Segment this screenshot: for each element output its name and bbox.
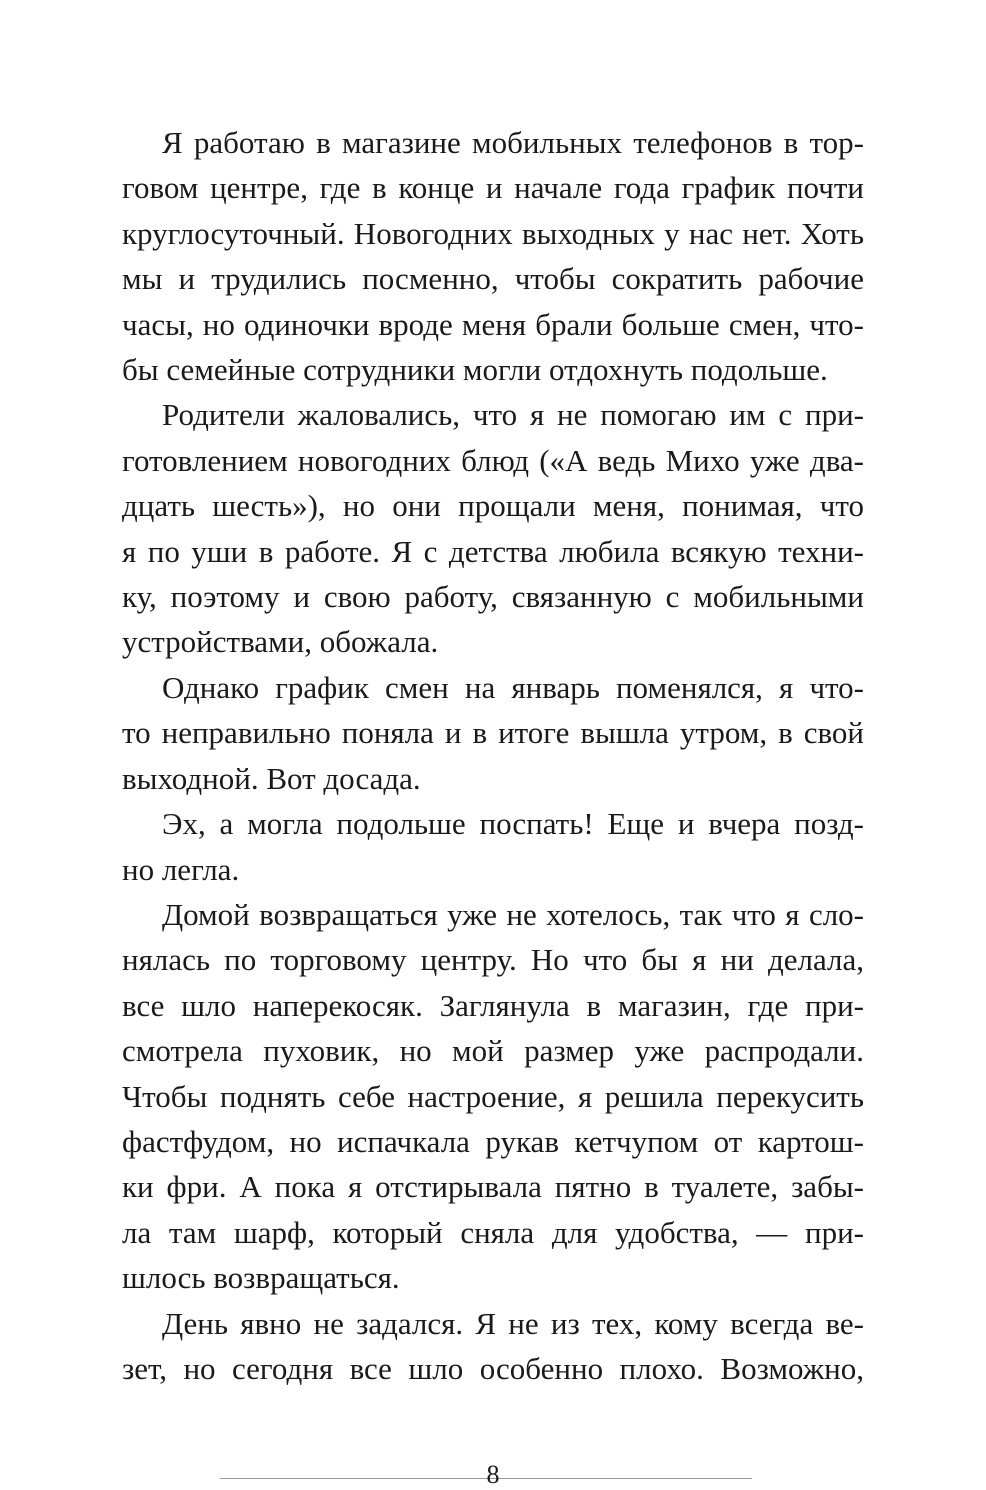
text-line: Родители жаловались, что я не помогаю им с при- xyxy=(162,397,864,433)
paragraph xyxy=(122,392,864,664)
paragraph xyxy=(122,120,864,392)
text-line: мы и трудились посменно, чтобы сократить рабочие xyxy=(122,261,864,297)
text-line: бы семейные сотрудники могли отдохнуть подольше. xyxy=(122,352,828,388)
text-line: круглосуточный. Новогодних выходных у нас нет. Хоть xyxy=(122,215,864,251)
text-line: Домой возвращаться уже не хотелось, так что я сло- xyxy=(162,896,864,932)
text-line: то неправильно поняла и в итоге вышла утром, в свой xyxy=(122,715,864,751)
text-line: Эх, а могла подольше поспать! Еще и вчера позд- xyxy=(162,806,864,842)
text-line: ки фри. А пока я отстирывала пятно в туалете, забы- xyxy=(122,1169,864,1205)
text-line: дцать шесть»), но они прощали меня, понимая, что xyxy=(122,488,864,524)
text-line: фастфудом, но испачкала рукав кетчупом от картош- xyxy=(122,1123,864,1159)
text-line: все шло наперекосяк. Заглянула в магазин, где при- xyxy=(122,987,864,1023)
body-text xyxy=(122,120,864,1391)
text-line: ла там шарф, который сняла для удобства, — при- xyxy=(122,1214,864,1250)
text-line: Чтобы поднять себе настроение, я решила перекусить xyxy=(122,1078,864,1114)
page-number: 8 xyxy=(486,1460,500,1489)
text-line: выходной. Вот досада. xyxy=(122,760,421,796)
text-line: нялась по торговому центру. Но что бы я ни делала, xyxy=(122,942,864,978)
text-line: Я работаю в магазине мобильных телефонов в тор- xyxy=(162,125,864,160)
text-line: зет, но сегодня все шло особенно плохо. Возможно, xyxy=(122,1350,864,1386)
text-line: устройствами, обожала. xyxy=(122,624,439,660)
text-line: я по уши в работе. Я с детства любила всякую техни- xyxy=(122,533,864,569)
text-line: готовлением новогодних блюд («А ведь Михо уже два- xyxy=(122,442,864,478)
text-line: День явно не задался. Я не из тех, кому всегда ве- xyxy=(162,1305,864,1341)
text-line: ку, поэтому и свою работу, связанную с мобильными xyxy=(122,579,864,615)
paragraph xyxy=(122,1301,864,1392)
paragraph xyxy=(122,892,864,1301)
paragraph xyxy=(122,665,864,801)
text-line: Однако график смен на январь поменялся, я что- xyxy=(162,669,864,705)
text-line: часы, но одиночки вроде меня брали больше смен, что- xyxy=(122,306,864,342)
paragraph xyxy=(122,801,864,892)
text-line: смотрела пуховик, но мой размер уже распродали. xyxy=(122,1033,864,1069)
text-line: но легла. xyxy=(122,851,240,887)
text-line: шлось возвращаться. xyxy=(122,1260,400,1296)
text-line: говом центре, где в конце и начале года график почти xyxy=(122,170,864,206)
